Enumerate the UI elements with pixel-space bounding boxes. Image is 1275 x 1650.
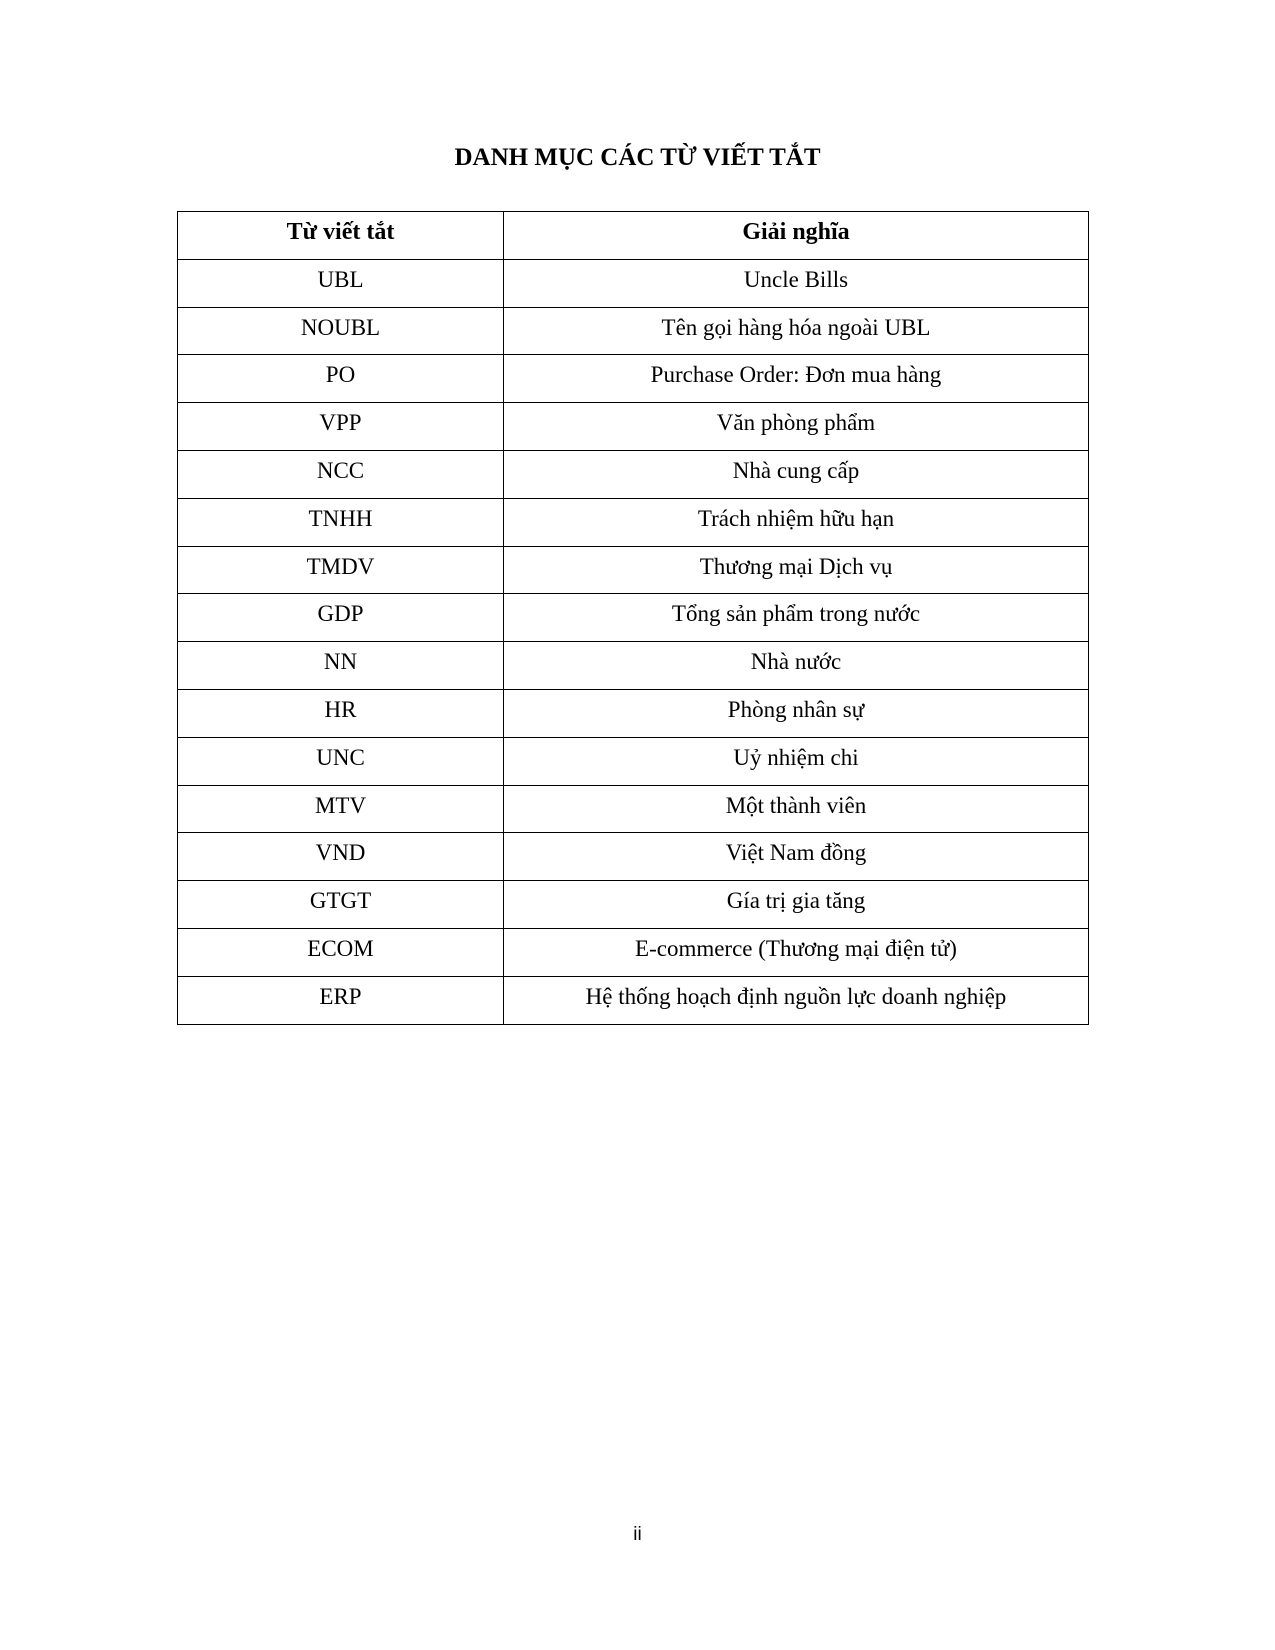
- abbreviation-cell: ERP: [178, 976, 504, 1024]
- abbreviation-cell: GTGT: [178, 881, 504, 929]
- abbreviation-cell: NN: [178, 642, 504, 690]
- meaning-cell: Gía trị gia tăng: [504, 881, 1089, 929]
- meaning-cell: Việt Nam đồng: [504, 833, 1089, 881]
- abbreviation-table: [177, 211, 1089, 1025]
- abbreviation-cell: VPP: [178, 403, 504, 451]
- table-row: [178, 642, 1089, 690]
- table-row: [178, 928, 1089, 976]
- table-row: [178, 355, 1089, 403]
- page-number: ii: [633, 1524, 642, 1545]
- table-row: [178, 498, 1089, 546]
- abbreviation-cell: ECOM: [178, 928, 504, 976]
- header-meaning: Giải nghĩa: [504, 212, 1089, 260]
- abbreviation-cell: HR: [178, 689, 504, 737]
- meaning-cell: E-commerce (Thương mại điện tử): [504, 928, 1089, 976]
- table-row: [178, 307, 1089, 355]
- abbreviation-cell: UNC: [178, 737, 504, 785]
- table-row: [178, 689, 1089, 737]
- meaning-cell: Thương mại Dịch vụ: [504, 546, 1089, 594]
- table-row: [178, 450, 1089, 498]
- meaning-cell: Phòng nhân sự: [504, 689, 1089, 737]
- abbreviation-cell: TNHH: [178, 498, 504, 546]
- meaning-cell: Tên gọi hàng hóa ngoài UBL: [504, 307, 1089, 355]
- abbreviation-cell: TMDV: [178, 546, 504, 594]
- meaning-cell: Một thành viên: [504, 785, 1089, 833]
- table-row: [178, 546, 1089, 594]
- abbreviation-cell: VND: [178, 833, 504, 881]
- abbreviation-cell: PO: [178, 355, 504, 403]
- table-row: [178, 259, 1089, 307]
- abbreviation-cell: NOUBL: [178, 307, 504, 355]
- meaning-cell: Uncle Bills: [504, 259, 1089, 307]
- abbreviation-cell: NCC: [178, 450, 504, 498]
- abbreviation-cell: GDP: [178, 594, 504, 642]
- abbreviation-cell: UBL: [178, 259, 504, 307]
- meaning-cell: Purchase Order: Đơn mua hàng: [504, 355, 1089, 403]
- page-title: DANH MỤC CÁC TỪ VIẾT TẮT: [454, 144, 821, 171]
- table-row: [178, 881, 1089, 929]
- table-row: [178, 785, 1089, 833]
- meaning-cell: Uỷ nhiệm chi: [504, 737, 1089, 785]
- meaning-cell: Văn phòng phẩm: [504, 403, 1089, 451]
- meaning-cell: Nhà nước: [504, 642, 1089, 690]
- meaning-cell: Tổng sản phẩm trong nước: [504, 594, 1089, 642]
- abbreviation-cell: MTV: [178, 785, 504, 833]
- table-row: [178, 976, 1089, 1024]
- table-row: [178, 594, 1089, 642]
- table-row: [178, 403, 1089, 451]
- header-abbreviation: Từ viết tắt: [178, 212, 504, 260]
- meaning-cell: Nhà cung cấp: [504, 450, 1089, 498]
- meaning-cell: Trách nhiệm hữu hạn: [504, 498, 1089, 546]
- table-header-row: [178, 212, 1089, 260]
- meaning-cell: Hệ thống hoạch định nguồn lực doanh nghiệp: [504, 976, 1089, 1024]
- table-row: [178, 737, 1089, 785]
- table-row: [178, 833, 1089, 881]
